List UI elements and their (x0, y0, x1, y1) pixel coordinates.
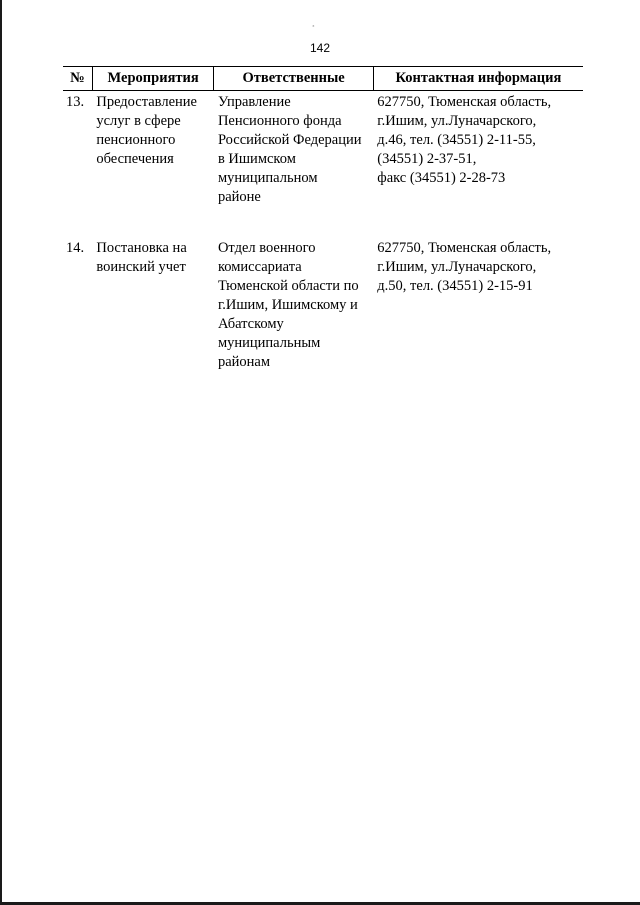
row-contact: 627750, Тюменская область, г.Ишим, ул.Луначарского, д.50, тел. (34551) 2-15-91 (377, 240, 552, 294)
row-event: Постановка на воинский учет (96, 240, 187, 275)
services-table (63, 66, 583, 372)
row-number: 13. (66, 94, 85, 110)
header-responsible: Ответственные (214, 67, 373, 91)
header-num: № (63, 67, 92, 91)
scan-edge-left (0, 0, 2, 905)
row-number: 14. (66, 240, 85, 256)
row-responsible: Отдел военного комиссариата Тюменской области по г.Ишим, Ишимскому и Абатскому муниципальным районам (217, 240, 359, 370)
header-contact: Контактная информация (373, 67, 583, 91)
table-row (63, 237, 583, 372)
row-spacer (63, 207, 583, 237)
row-responsible: Управление Пенсионного фонда Российской Федерации в Ишимском муниципальном районе (217, 94, 362, 205)
scan-mark: ﾞ (312, 25, 316, 34)
row-contact: 627750, Тюменская область, г.Ишим, ул.Луначарского, д.46, тел. (34551) 2-11-55, (34551) 2-37-51, факс (34551) 2-28-73 (377, 94, 552, 186)
row-event: Предоставление услуг в сфере пенсионного обеспечения (96, 94, 197, 167)
page-number: 142 (309, 41, 331, 55)
table-header-row (63, 67, 583, 91)
header-event: Мероприятия (92, 67, 214, 91)
table-row (63, 91, 583, 208)
